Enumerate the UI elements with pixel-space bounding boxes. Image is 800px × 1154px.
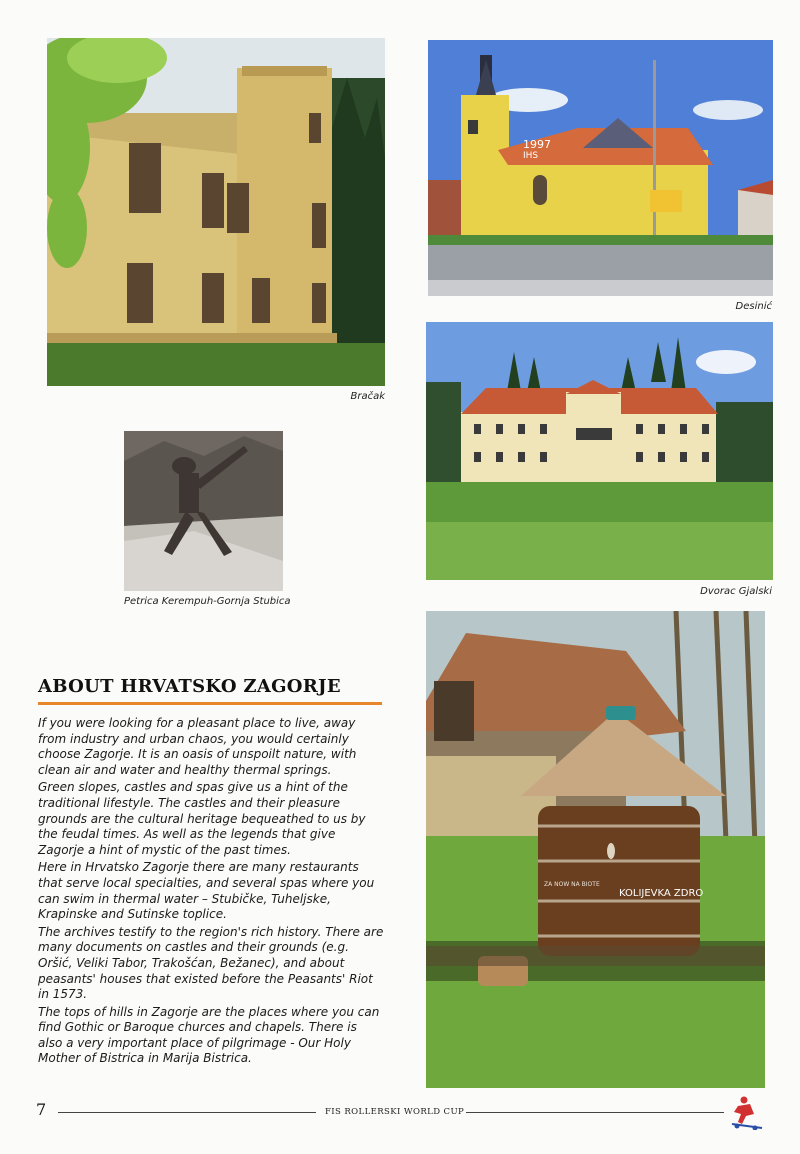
svg-text:IHS: IHS xyxy=(523,151,539,161)
photo-bracak xyxy=(47,38,385,386)
svg-text:1997: 1997 xyxy=(523,138,551,151)
svg-text:ZA NOW NA BIOTE: ZA NOW NA BIOTE xyxy=(544,881,600,888)
photo-wooden-well xyxy=(426,611,765,1088)
footer-rule-left xyxy=(58,1112,316,1113)
title-underline xyxy=(38,702,382,705)
photo-dvorac-gjalski xyxy=(426,322,773,580)
article-paragraph: The tops of hills in Zagorje are the places where you can find Gothic or Baroque churces and chapels. There is also a very important place of pilgrimage - Our Holy Mother of Bistrica in Marija Bistrica. xyxy=(38,1004,380,1066)
svg-text:KOLIJEVKA ZDRO: KOLIJEVKA ZDRO xyxy=(619,888,704,899)
article-paragraph: Green slopes, castles and spas give us a hint of the traditional lifestyle. The castles and their pleasure grounds are the cultural heritage bequeathed to us by the feudal times. As well as the legends that give Zagorje a hint of mystic of the past times. xyxy=(38,780,366,857)
rollerski-logo-icon xyxy=(728,1094,764,1130)
article-paragraph: If you were looking for a pleasant place to live, away from industry and urban chaos, you would certainly choose Zagorje. It is an oasis of unspoilt nature, with clean air and water and healthy thermal springs. xyxy=(38,716,357,777)
article-title: ABOUT HRVATSKO ZAGORJE xyxy=(38,676,341,697)
article-paragraph: Here in Hrvatsko Zagorje there are many restaurants that serve local specialties, and several spas where you can swim in thermal water – Stubičke, Tuheljske, Krapinske and Sutinske toplice. xyxy=(38,860,375,922)
photo-petrica-kerempuh xyxy=(124,431,283,591)
article-paragraph: The archives testify to the region's rich history. There are many documents on castles and their grounds (e.g. Oršić, Veliki Tabor, Trakošćan, Bežanec), and about peasants' houses that existed before the Peasants' Riot in 1573. xyxy=(38,924,384,1002)
caption-petrica-kerempuh: Petrica Kerempuh-Gornja Stubica xyxy=(124,596,291,607)
caption-desinic: Desinić xyxy=(735,301,772,312)
article-body xyxy=(38,716,384,1069)
photo-desinic xyxy=(428,40,773,296)
footer-rule-right xyxy=(466,1112,724,1113)
page-number: 7 xyxy=(36,1100,47,1119)
caption-dvorac-gjalski: Dvorac Gjalski xyxy=(700,586,772,597)
caption-bracak: Bračak xyxy=(350,391,385,402)
footer-publication: FIS ROLLERSKI WORLD CUP xyxy=(325,1107,465,1117)
